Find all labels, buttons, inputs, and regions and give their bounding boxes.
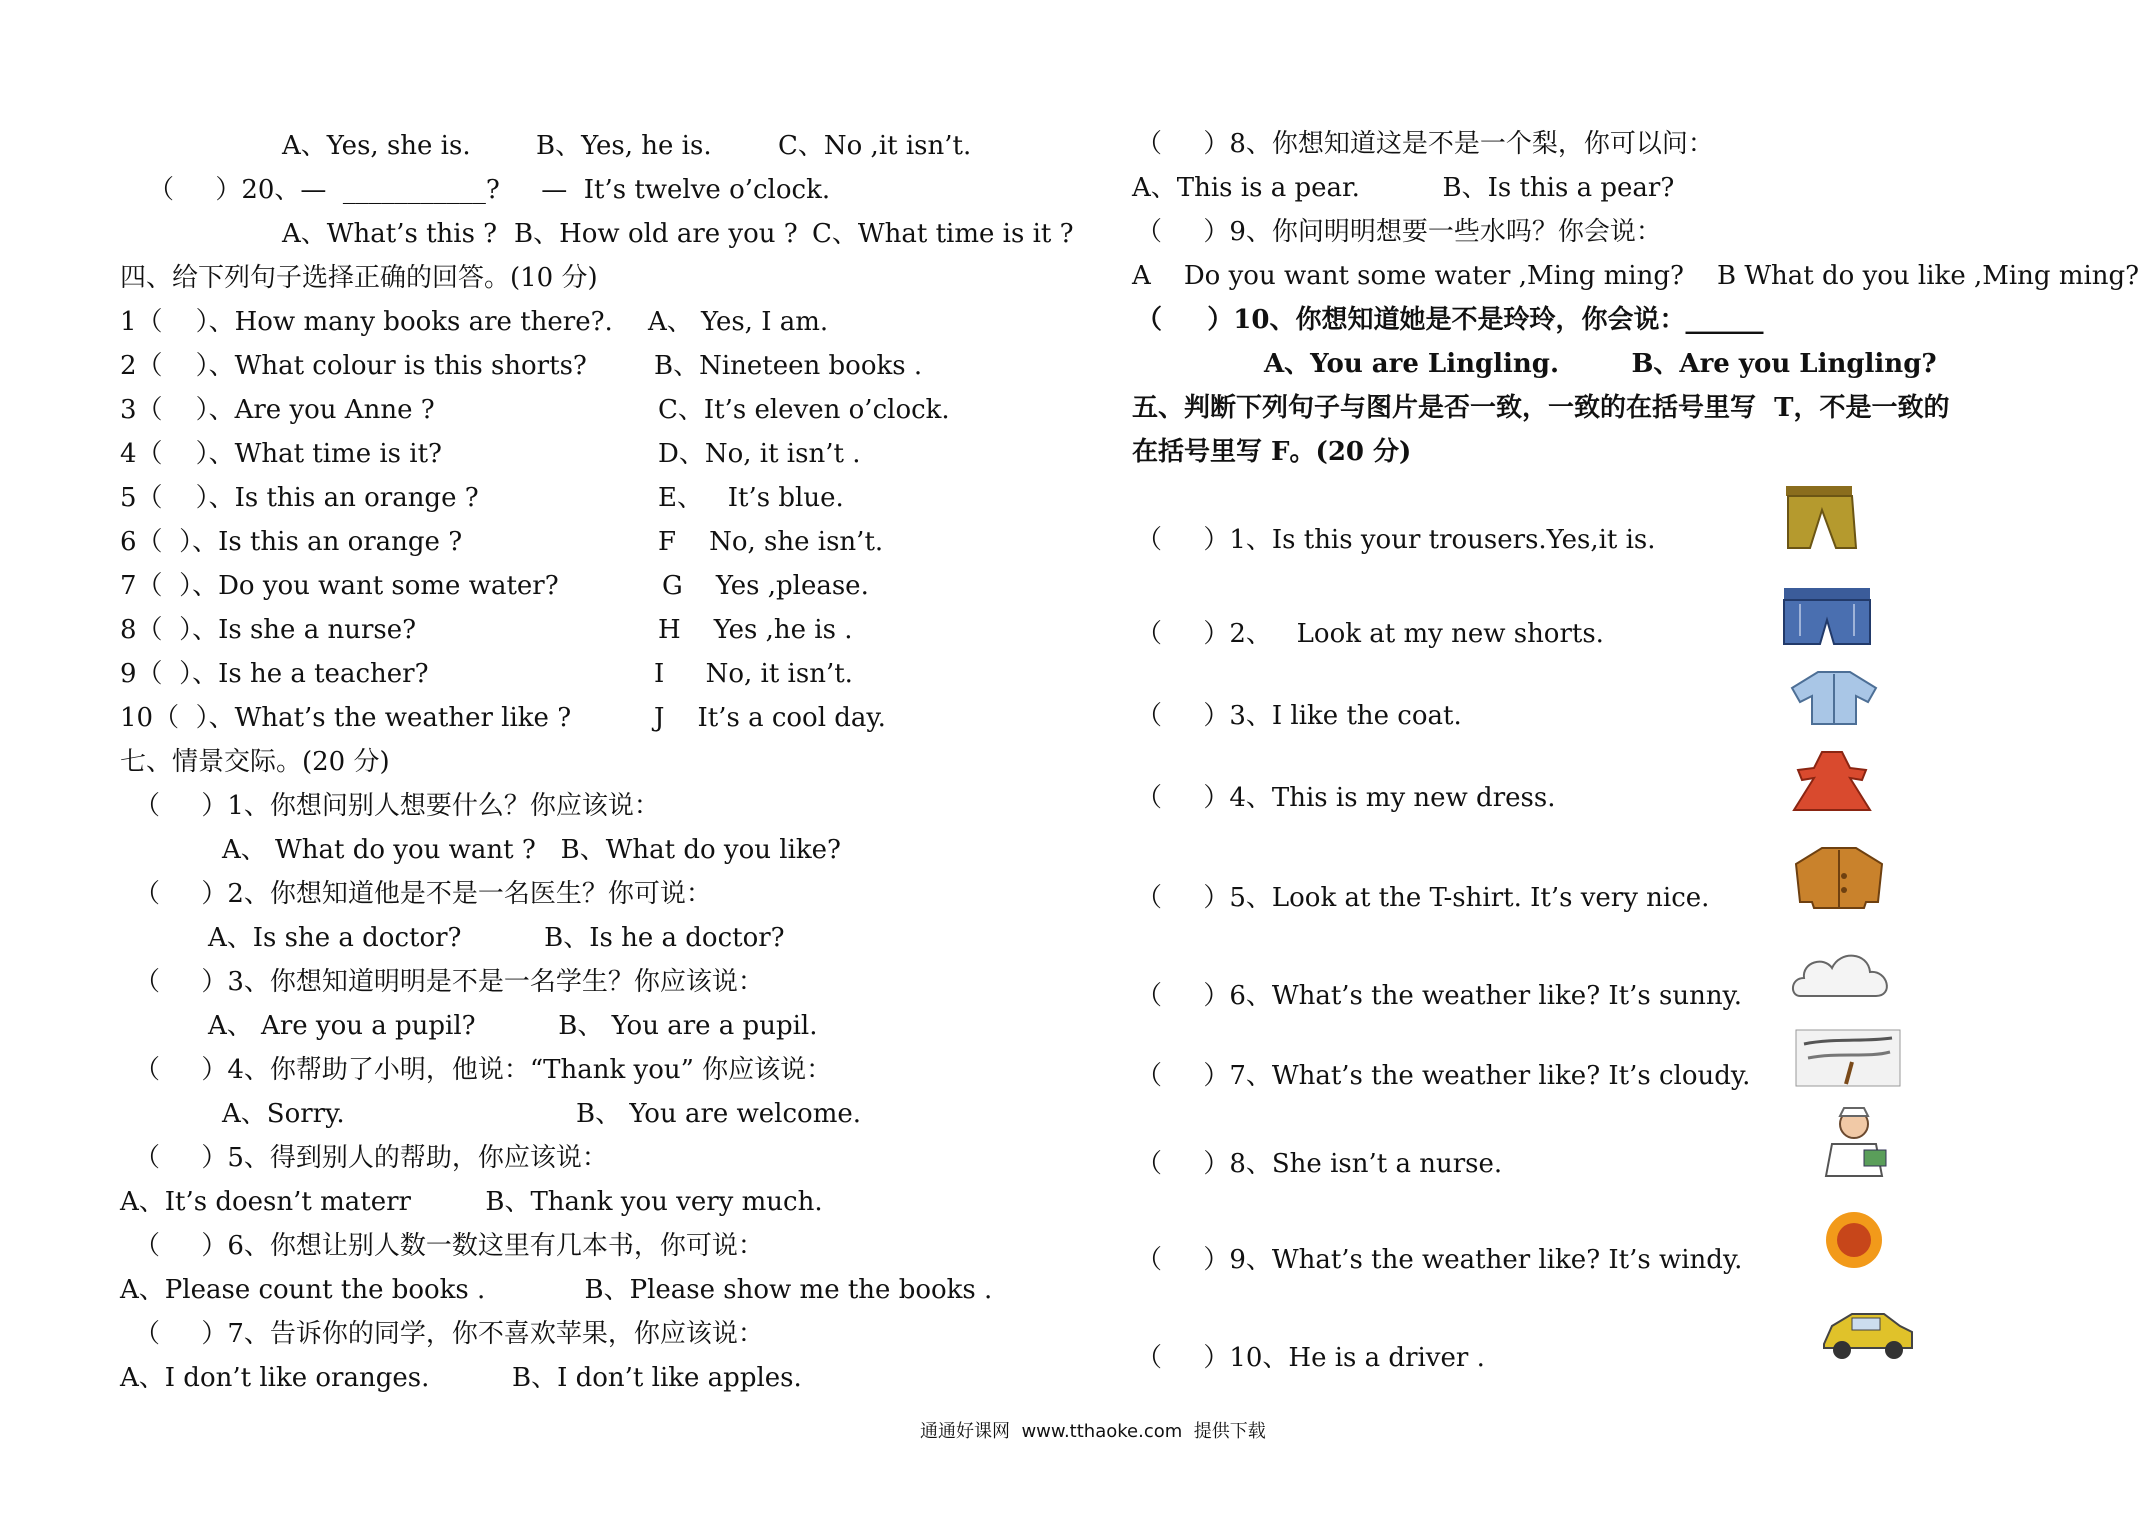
s5-item: （ ）9、What’s the weather like? It’s windy. bbox=[1136, 1245, 1743, 1275]
s7-line: A、Please count the books . B、Please show me the books . bbox=[120, 1275, 993, 1305]
s7-line: （ ）2、你想知道他是不是一名医生？你可说： bbox=[134, 879, 712, 909]
nurse-icon bbox=[1804, 1104, 1916, 1178]
s5-item: （ ）10、He is a driver . bbox=[1136, 1343, 1485, 1373]
cloud-icon bbox=[1788, 944, 1900, 1008]
s5-item: （ ）1、Is this your trousers.Yes,it is. bbox=[1136, 525, 1656, 555]
s4-question: 5（ ）、Is this an orange ? bbox=[120, 483, 479, 513]
s4-answer: I No, it isn’t. bbox=[654, 659, 853, 689]
s7-line: A、 What do you want ? B、What do you like? bbox=[222, 835, 841, 865]
s7-line: （ ）7、告诉你的同学，你不喜欢苹果，你应该说： bbox=[134, 1319, 764, 1349]
s4-answer: F No, she isn’t. bbox=[658, 527, 884, 557]
s5-item: （ ）3、I like the coat. bbox=[1136, 701, 1462, 731]
s4-answer: B、Nineteen books . bbox=[654, 351, 923, 381]
s4-question: 1（ ）、How many books are there?. bbox=[120, 307, 613, 337]
r-top-line: A、This is a pear. B、Is this a pear? bbox=[1132, 173, 1675, 203]
s4-answer: D、No, it isn’t . bbox=[658, 439, 861, 469]
car-icon bbox=[1818, 1302, 1916, 1364]
section5-title-cont: 在括号里写 F。(20 分) bbox=[1132, 437, 1412, 467]
s4-answer: J It’s a cool day. bbox=[654, 703, 886, 733]
s5-item: （ ）8、She isn’t a nurse. bbox=[1136, 1149, 1503, 1179]
s7-line: （ ）6、你想让别人数一数这里有几本书，你可说： bbox=[134, 1231, 764, 1261]
r-q10: （ ）10、你想知道她是不是玲玲，你会说：______ bbox=[1136, 305, 1764, 335]
shirt-icon bbox=[1788, 668, 1880, 726]
shorts-icon bbox=[1780, 586, 1874, 648]
sun-icon bbox=[1806, 1206, 1902, 1274]
s4-answer: E、 It’s blue. bbox=[658, 483, 844, 513]
s4-question: 4（ ）、What time is it? bbox=[120, 439, 442, 469]
s7-line: A、Sorry. B、 You are welcome. bbox=[222, 1099, 862, 1129]
r-top-line: A Do you want some water ,Ming ming? B What do you like ,Ming ming? bbox=[1132, 261, 2140, 291]
s4-question: 2（ ）、What colour is this shorts? bbox=[120, 351, 587, 381]
s4-question: 8（ ）、Is she a nurse? bbox=[120, 615, 417, 645]
s4-answer: C、It’s eleven o’clock. bbox=[658, 395, 950, 425]
s4-question: 3（ ）、Are you Anne ? bbox=[120, 395, 435, 425]
r-top-line: （ ）8、你想知道这是不是一个梨，你可以问： bbox=[1136, 129, 1714, 159]
s4-answer: A、 Yes, I am. bbox=[648, 307, 829, 337]
q20-option-b: B、How old are you ? bbox=[514, 219, 798, 249]
section4-title: 四、给下列句子选择正确的回答。(10 分) bbox=[120, 263, 598, 293]
wind-icon bbox=[1794, 1028, 1902, 1088]
s5-item: （ ）5、Look at the T-shirt. It’s very nice. bbox=[1136, 883, 1710, 913]
s5-item: （ ）4、This is my new dress. bbox=[1136, 783, 1556, 813]
q19-option-a: A、Yes, she is. bbox=[282, 131, 471, 161]
q20-option-c: C、What time is it ? bbox=[812, 219, 1074, 249]
footer: 通通好课网 www.tthaoke.com 提供下载 bbox=[920, 1421, 1266, 1442]
coat-icon bbox=[1792, 846, 1886, 910]
q20-option-a: A、What’s this ? bbox=[282, 219, 498, 249]
s4-question: 6（ ）、Is this an orange ? bbox=[120, 527, 463, 557]
s5-item: （ ）6、What’s the weather like? It’s sunny. bbox=[1136, 981, 1743, 1011]
s7-line: （ ）3、你想知道明明是不是一名学生？你应该说： bbox=[134, 967, 764, 997]
s4-question: 7（ ）、Do you want some water? bbox=[120, 571, 559, 601]
q20-stem: （ ）20、— ___________? — It’s twelve o’clock. bbox=[148, 175, 831, 205]
s7-line: A、I don’t like oranges. B、I don’t like apples. bbox=[120, 1363, 802, 1393]
dress-icon bbox=[1788, 750, 1876, 812]
s7-line: A、 Are you a pupil? B、 You are a pupil. bbox=[208, 1011, 818, 1041]
s4-answer: G Yes ,please. bbox=[662, 571, 869, 601]
s7-line: （ ）4、你帮助了小明，他说：“Thank you” 你应该说： bbox=[134, 1055, 833, 1085]
trousers-icon bbox=[1780, 484, 1860, 550]
s5-item: （ ）7、What’s the weather like? It’s cloudy. bbox=[1136, 1061, 1751, 1091]
s7-line: （ ）1、你想问别人想要什么？你应该说： bbox=[134, 791, 660, 821]
r-top-line: （ ）9、你问明明想要一些水吗？你会说： bbox=[1136, 217, 1662, 247]
s4-answer: H Yes ,he is . bbox=[658, 615, 853, 645]
section7-title: 七、情景交际。(20 分) bbox=[120, 747, 390, 777]
s4-question: 9（ ）、Is he a teacher? bbox=[120, 659, 429, 689]
q19-option-b: B、Yes, he is. bbox=[536, 131, 712, 161]
r-q10-options: A、You are Lingling. B、Are you Lingling? bbox=[1264, 349, 1937, 379]
s7-line: A、Is she a doctor? B、Is he a doctor? bbox=[208, 923, 785, 953]
s4-question: 10（ ）、What’s the weather like ? bbox=[120, 703, 572, 733]
section5-title: 五、判断下列句子与图片是否一致，一致的在括号里写 T，不是一致的 bbox=[1132, 393, 1950, 423]
q19-option-c: C、No ,it isn’t. bbox=[778, 131, 972, 161]
s7-line: A、It’s doesn’t materr B、Thank you very much. bbox=[120, 1187, 823, 1217]
s7-line: （ ）5、得到别人的帮助，你应该说： bbox=[134, 1143, 608, 1173]
s5-item: （ ）2、 Look at my new shorts. bbox=[1136, 619, 1604, 649]
